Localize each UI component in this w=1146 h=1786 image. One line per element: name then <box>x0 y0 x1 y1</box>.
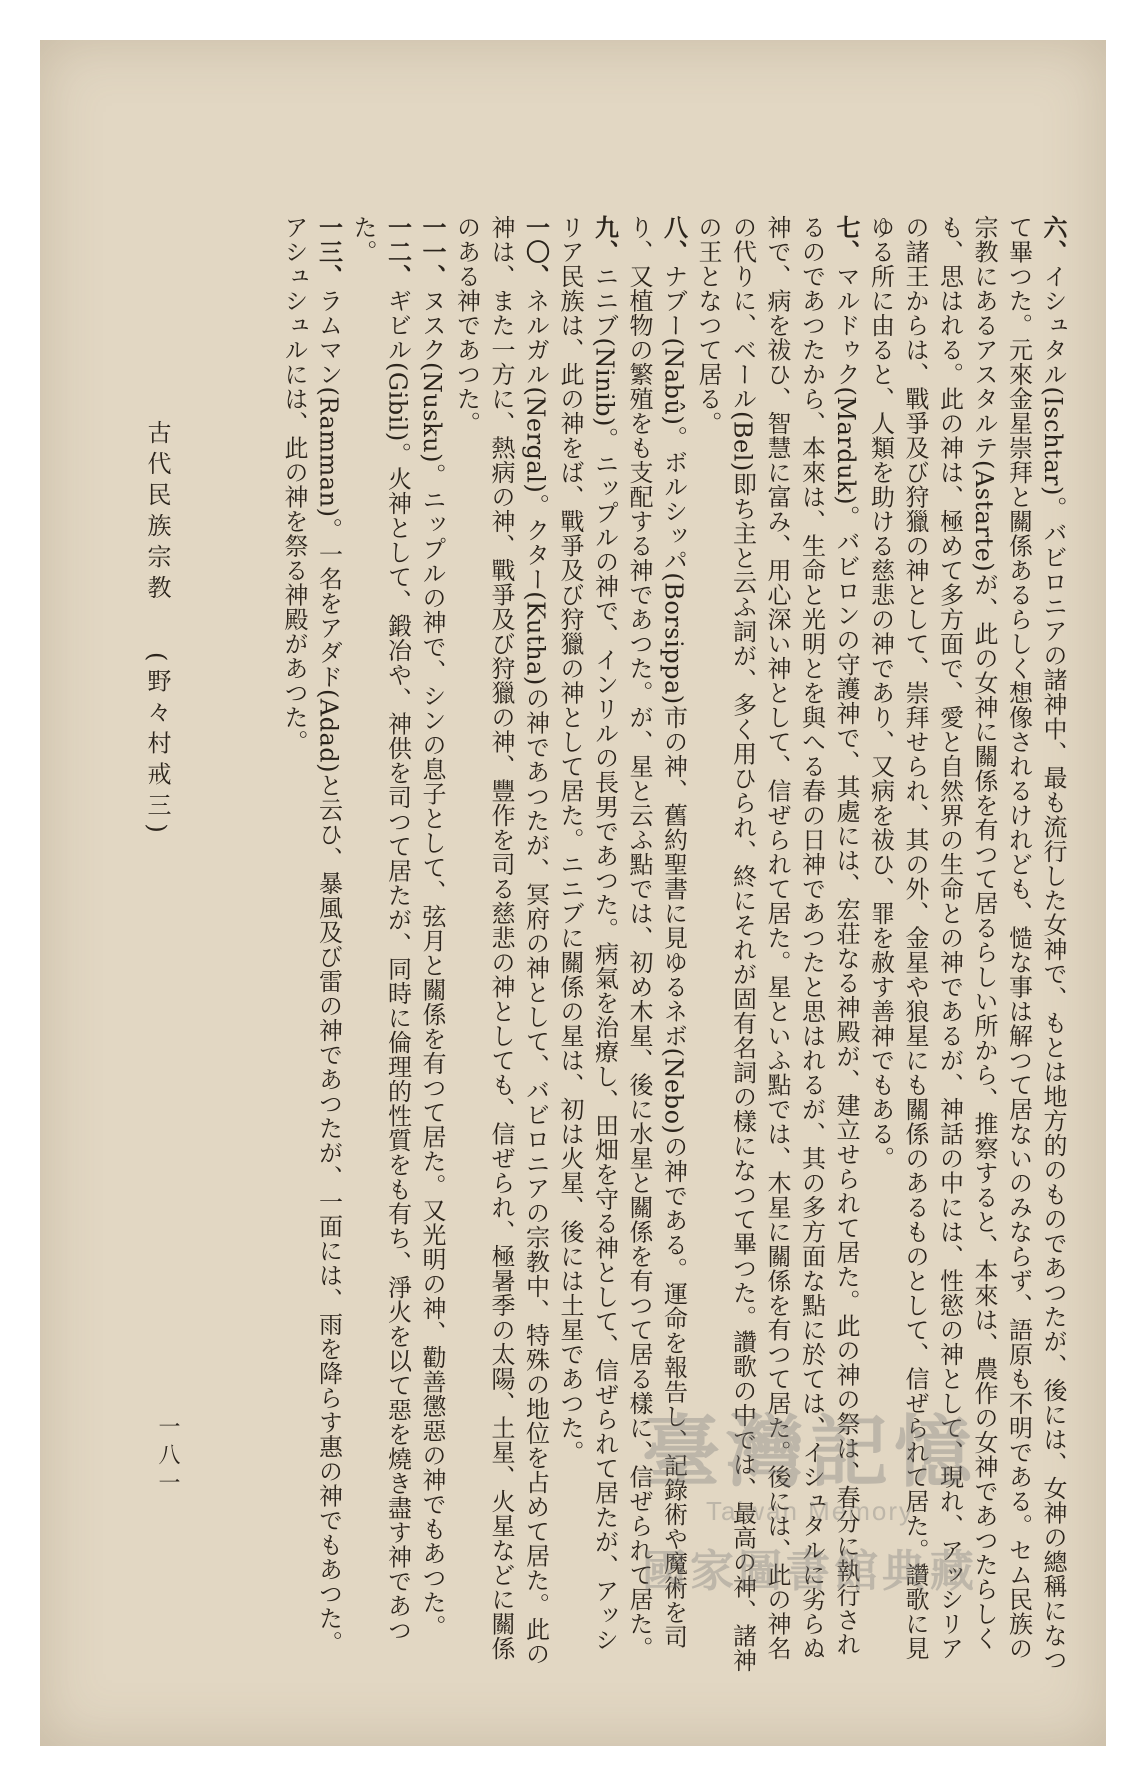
paragraph-text: ヌスク(Nusku)。ニップルの神で、シンの息子として、弦月と關係を有つて居た。又光明の神、勸善懲惡の神でもあつた。 <box>418 288 446 1639</box>
book-title: 古代民族宗教 <box>143 420 171 606</box>
item-number: 六、 <box>1039 215 1068 264</box>
paragraph-8 <box>622 215 691 1675</box>
paragraph-text: ナブー(Nabû)。ボルシッパ(Borsippa)市の神、舊約聖書に見ゆるネボ(Nebo)の神である。運命を報告し、記錄術や魔術を司り、又植物の繁殖をも支配する神であつた。が、星と云ふ點では、初め木星、後に水星と關係を有つて居る樣に、信ぜられて居た。 <box>625 215 688 1661</box>
author-credit: (野々村戒三) <box>143 652 171 840</box>
running-footer <box>140 420 175 840</box>
paragraph-11 <box>415 215 450 1675</box>
scanned-page <box>40 40 1106 1746</box>
watermark-organization: 國家圖書館典藏 <box>642 1546 978 1597</box>
item-number: 一〇、 <box>521 215 551 289</box>
item-number: 一一、 <box>418 215 447 289</box>
watermark-seal: 臺灣記憶 <box>641 1407 978 1498</box>
item-number: 七、 <box>832 215 861 264</box>
item-number: 一三、 <box>314 215 344 289</box>
item-number: 八、 <box>659 215 689 264</box>
paragraph-13 <box>277 215 346 1675</box>
paragraph-6 <box>863 215 1070 1675</box>
paragraph-text: ニニブ(Ninib)。ニップルの神で、インリルの長男であつた。病氣を治療し、田畑を守る神として、信ぜられて居たが、アッシリア民族は、此の神をば、戰爭及び狩獵の神として居た。ニニブに關係の星は、初は火星、後には土星であつた。 <box>556 215 619 1652</box>
item-number: 九、 <box>590 215 620 264</box>
page-number: 一八一 <box>155 1415 180 1499</box>
main-text-columns <box>200 215 1070 1675</box>
paragraph-text: ネルガル(Nergal)。クター(Kutha)の神であつたが、冥府の神として、バビロニアの宗教中、特殊の地位を占めて居た。此の神は、また一方に、熱病の神、戰爭及び狩獵の神、豐作を司る慈悲の神としても、信ぜられ、極暑季の太陽、土星、火星などに關係のある神であつた。 <box>452 215 550 1666</box>
item-number: 一二、 <box>383 215 413 289</box>
paragraph-text: マルドゥク(Marduk)。バビロンの守護神で、其處には、宏荘なる神殿が、建立せられて居た。此の神の祭は、春分に執行されるのであつたから、本來は、生命と光明とを與へる春の日神であつたと思はれるが、其の多方面な點に於ては、イシュタルに劣らぬ神で、病を祓ひ、智慧に富み、用心深い神として、信ぜられて居た。星といふ點では、木星に關係を有つて居た。後には、此の神名の代りに、ベール(Bel)即ち主と云ふ詞が、多く用ひられ、終にそれが固有名詞の樣になつて畢つた。讚歌の中では、最高の神、諸神の王となつて居る。 <box>694 215 860 1673</box>
paragraph-9 <box>553 215 622 1675</box>
paragraph-text: ギビル(Gibil)。火神として、鍛冶や、神供を司つて居たが、同時に倫理的性質をも有ち、淨火を以て惡を燒き盡す神であつた。 <box>349 215 412 1643</box>
paragraph-text: イシュタル(Ischtar)。バビロニアの諸神中、最も流行した女神で、もとは地方的のものであつたが、後には、女神の總稱になつて畢つた。元來金星崇拜と關係あるらしく想像されるけれども、慥な事は解つて居ないのみならず、語原も不明である。セム民族の宗教にあるアスタルテ(Astarte)が、此の女神に關係を有つて居るらしい所から、推察すると、本來は、農作の女神であつたらしくも、思はれる。此の神は、極めて多方面で、愛と自然界の生命との神であるが、神話の中には、性慾の神として、現れ、アッシリアの諸王からは、戰爭及び狩獵の神として、崇拜せられ、其の外、金星や狼星にも關係のあるものとして、信ぜられて居た。讚歌に見ゆる所に由ると、人類を助ける慈悲の神であり、又病を祓ひ、罪を赦す善神でもある。 <box>866 215 1067 1672</box>
watermark-english: Taiwan Memory <box>705 1496 915 1526</box>
paragraph-7 <box>691 215 864 1675</box>
paragraph-10 <box>449 215 553 1675</box>
paragraph-12 <box>346 215 415 1675</box>
paragraph-text: ラムマン(Ramman)。一名をアダド(Adad)と云ひ、暴風及び雷の神であつたが、一面には、雨を降らす惠の神でもあつた。アシュシュルには、此の神を祭る神殿があつた。 <box>280 215 343 1656</box>
